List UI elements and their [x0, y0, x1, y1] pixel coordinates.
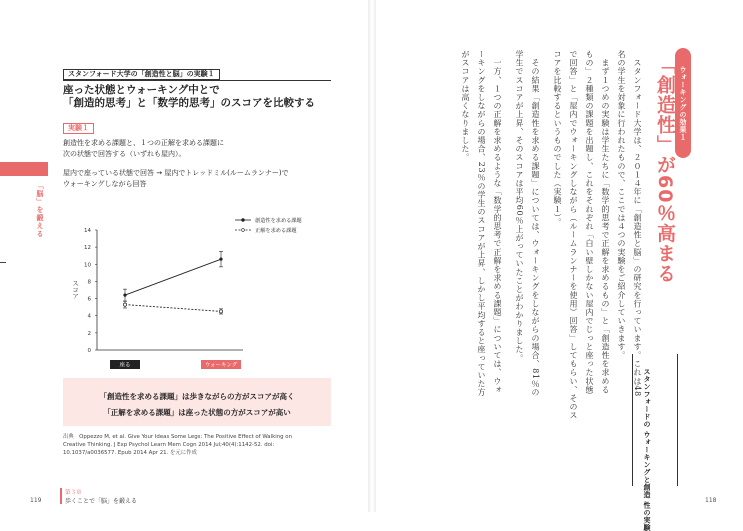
source-line-3: 10.1037/a0036577. Epub 2014 Apr 21. を元に作成 [63, 450, 197, 456]
data-point [219, 310, 222, 313]
series-line [125, 259, 221, 295]
body-column-2: 名の学生を対象に行われたもので、ここでは４つの実験をご紹介していきます。 [617, 50, 626, 360]
body-column-6: コアを比較するというものでした（実験１）。 [553, 50, 562, 227]
data-point [219, 258, 222, 261]
source-citation [63, 433, 333, 457]
book-gutter [368, 0, 376, 512]
body-column-3: まず１つめの実験は学生たちに「数学的思考で正解を求めるもの」と「創造性を求める [601, 50, 610, 394]
result-line-1: 「創造性を求める課題」は歩きながらの方がスコアが高く [99, 392, 295, 401]
y-tick-label: 4 [87, 313, 91, 320]
page-number-left: 119 [30, 497, 42, 504]
body-column-10: ーキングをしながらの場合、23％の学生のスコアが上昇、しかし平均すると座っていた方 [477, 50, 486, 397]
side-note-text [642, 368, 652, 531]
result-box [63, 378, 331, 426]
side-note-line-1: スタンフォードの [643, 368, 651, 428]
experiment-badge: 実験１ [63, 123, 94, 134]
side-note-line-2: ウォーキングと創造 [643, 430, 651, 499]
body-column-11: がスコアは高くなりました。 [461, 50, 470, 162]
body-column-8: 学生でスコアが上昇、そのスコアは平均60％上がっていたことがわかりました。 [515, 50, 524, 363]
y-tick-label: 12 [84, 245, 91, 252]
chapter-number: 第３章 [65, 490, 82, 496]
heading-line-2: 「創造的思考」と「数学的思考」のスコアを比較する [63, 97, 315, 109]
chapter-title: 歩くことで「脳」を鍛える [65, 498, 138, 505]
score-chart-svg [63, 212, 323, 372]
y-tick-label: 10 [84, 262, 91, 269]
page-number-right: 118 [705, 497, 717, 504]
condition-line-1: 屋内で座っている状態で回答 → 屋内でトレッドミル(ルームランナー)で [63, 169, 289, 177]
data-point [123, 294, 126, 297]
body-column-1: スタンフォード大学は、２０１４年に「創造性と脳」の研究を行っています。これは48 [633, 50, 642, 397]
heading-line-1: 座った状態とウォーキング中とで [63, 84, 220, 96]
legend-label: 正解を求める課題 [255, 228, 297, 234]
series-line [125, 305, 221, 312]
x-category-label: ウォーキング [204, 362, 238, 369]
section-label: スタンフォード大学の「創造性と脳」の実験１ [63, 69, 220, 80]
y-tick-label: 2 [87, 330, 91, 337]
x-category-label: 座る [119, 362, 131, 369]
y-tick-label: 8 [87, 279, 91, 286]
source-line-1: 出典 Oppezzo M, et al. Give Your Ideas Some Legs: The Positive Effect of Walking on [63, 434, 292, 440]
legend-label: 創造性を求める課題 [255, 218, 302, 224]
body-column-5: で回答」と「屋内でウォーキングしながら（ルームランナーを使用）回答」してもらい、そのス [569, 50, 578, 420]
body-column-4: もの」２種類の課題を出題し、これをそれぞれ「白い壁しかない屋内でじっと座った状態 [585, 50, 594, 394]
experiment-line-2: 次の状態で回答する（いずれも屋内）。 [63, 150, 186, 158]
side-tab [0, 162, 48, 176]
body-column-7: その結果「創造性を求める課題」については、ウォーキングをしながらの場合、81％の [531, 50, 540, 397]
legend-marker [242, 229, 245, 232]
experiment-condition [63, 168, 289, 190]
side-tab-label: 「脳」を鍛える [36, 182, 44, 238]
y-tick-label: 6 [87, 296, 91, 303]
source-line-2: Creative Thinking. J Exp Psychol Learn Mem Cogn 2014 Jul;40(4):1142-52. doi: [63, 442, 275, 448]
legend-marker [242, 219, 245, 222]
chapter-bar [60, 488, 62, 504]
score-chart [63, 212, 323, 376]
body-column-9: 一方、１つの正解を求めるような「数学的思考で正解を求める課題」については、ウォ [493, 50, 502, 394]
kicker-pill: ウォーキングの効果１ [675, 48, 691, 158]
side-note-box [632, 354, 678, 531]
experiment-description [63, 138, 224, 160]
big-title: 「創造性」が60％高まる [654, 55, 676, 284]
y-tick-label: 0 [87, 348, 91, 354]
y-tick-label: 14 [84, 228, 91, 234]
condition-line-2: ウォーキングしながら回答 [63, 180, 147, 188]
page-heading [63, 84, 315, 110]
y-axis-label: スコア [71, 280, 79, 300]
experiment-line-1: 創造性を求める課題と、１つの正解を求める課題に [63, 139, 224, 147]
side-note-line-3: 性の実験 [643, 501, 651, 531]
section-rule [63, 80, 331, 81]
result-line-2: 「正解を求める課題」は座った状態の方がスコアが高い [103, 408, 291, 417]
data-point [123, 303, 126, 306]
margin-tick [0, 262, 6, 263]
